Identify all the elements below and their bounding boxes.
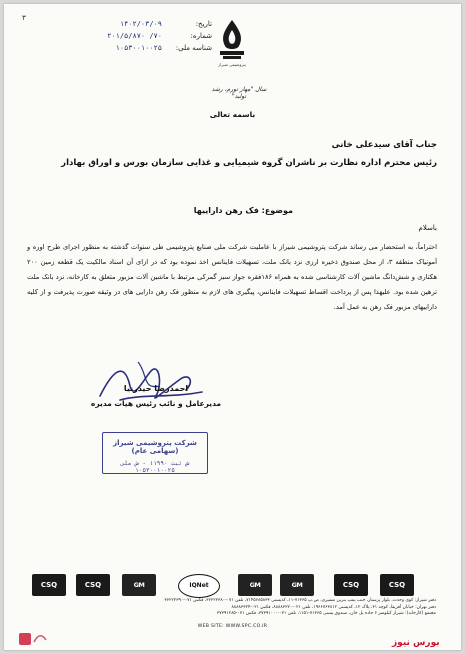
cert-logo-gm-1: GM [122,574,156,596]
footer-plant-address: مجتمع (کارخانه): شیراز کیلومتر ۶ جاده پل خان، صندوق پستی ۷۱۳۶۵-۱۱۵۱، تلفن ۰۷۱-۳۷۳۹۱۰۰۰، فکس ۰۷۱-۳۷۳۹۱۲۸۵ [216,611,436,616]
cert-logo-csq-2: CSQ [76,574,110,596]
certification-logos [32,574,432,598]
cert-logo-csq-3: CSQ [334,574,368,596]
cert-logo-gm-2: GM [238,574,272,596]
letter-body: احتراماً، به استحضار می رساند شرکت پتروشیمی شیراز با عاملیت شرکت ملی صنایع پتروشیمی طی سنوات گذشته به منظور اجرای طرح اوره و آمونیاک منطقه ۳، از محل صندوق ذخیره ارزی نزد بانک ملت، تسهیلات فاینانس اخذ نموده بود که در ازای آن اسناد مالکیت یک قطعه زمین ۲۰۰ هکتاری و شش‌دانگ ماشین آلات کارشناسی شده به همراه ۱۸۶فقره جواز سبز گمرکی مرتبط با ماشین آلات مزبور متعلق به کارخانه، نزد بانک ملت ترهین شده بود. علیهذا پس از پرداخت اقساط تسهیلات فاینانس، پیگیری های لازم به منظور فک رهن دارایی های در وثیقه صورت پذیرفت و از کلیه داراییهای مزبور فک رهن به عمل آمد. [27,243,438,311]
footer-shiraz-office: دفتر شیراز: کوی وحدت، بلوار پرستار، جنب پمپ بنزین مشیری، ص.پ ۷۱۳۶۵-۱۱، کدپستی ۷۱۴۵۶۸۵۸۳۳، تلفن ۰۷۱-۳۶۲۲۲۳۸۰، فکس ۰۷۱-۳۶۲۲۲۳۹۰ [164,598,436,603]
letter-meta [42,18,212,54]
letter-page [4,4,461,650]
date-value: ۱۴۰۲/۰۳/۰۹ [119,20,162,28]
company-stamp [102,432,208,474]
number-value: ۲۰۱/۵/۸۷۰ /۷۰ [107,32,162,40]
bourse-news-watermark: بورس نیوز [392,638,440,648]
page-corner-number: ۳ [22,14,26,22]
date-row [42,18,212,30]
letterhead-footer [30,598,436,618]
cert-logo-gm-3: GM [280,574,314,596]
company-logo-icon [215,18,249,62]
number-row [42,30,212,42]
date-label: تاریخ: [195,20,212,28]
cert-logo-csq-4: CSQ [380,574,414,596]
logo-caption: پتروشیمی شیراز [218,62,246,67]
footer-tehran-office: دفتر تهران: خیابان آفریقا، کوچه ۳۱، پلاک ۱۲، کدپستی ۱۹۶۶۷۶۳۸۱۲، تلفن ۰۲۱-۸۸۸۸۳۳۲۰، فکس ۰۲۱-۸۸۸۸۳۳۲۴ [231,604,436,610]
cert-logo-iqnet: IQNet [178,574,220,598]
stamp-company-name: شرکت پتروشیمی شیراز (سهامی عام) [113,439,197,455]
signatory-name: احمدرضا حیدرنیا [123,384,189,393]
national-id-label: شناسه ملی: [175,44,212,52]
national-id-row [42,42,212,54]
watermark-logo-icon [18,630,48,648]
recipient-title: رئیس محترم اداره نظارت بر ناشران گروه شیمیایی و غذایی سازمان بورس و اوراق بهادار [61,158,437,168]
footer-website: WEB SITE: WWW.SPC.CO.IR [197,624,268,629]
stamp-ids: ش ثبت ۱۱۹۹۰ - ش ملی ۱۰۵۳۰۰۱۰۰۲۵ [120,460,190,474]
bismillah-heading: باسمه تعالی [209,110,256,119]
letter-greeting: باسلام [418,224,437,232]
recipient-name: جناب آقای سیدعلی خانی [331,140,437,150]
number-label: شماره: [190,32,212,40]
year-slogan: سال "مهار تورم، رشد تولید" [211,86,267,100]
national-id-value: ۱۰۵۳۰۰۱۰۰۲۵ [115,44,162,52]
signatory-block [81,384,231,408]
letter-subject: موضوع: فک رهن داراییها [193,206,293,215]
recipient-block [27,140,437,168]
cert-logo-csq-1: CSQ [32,574,66,596]
signatory-position: مدیرعامل و نائب رئیس هیات مدیره [90,399,222,408]
